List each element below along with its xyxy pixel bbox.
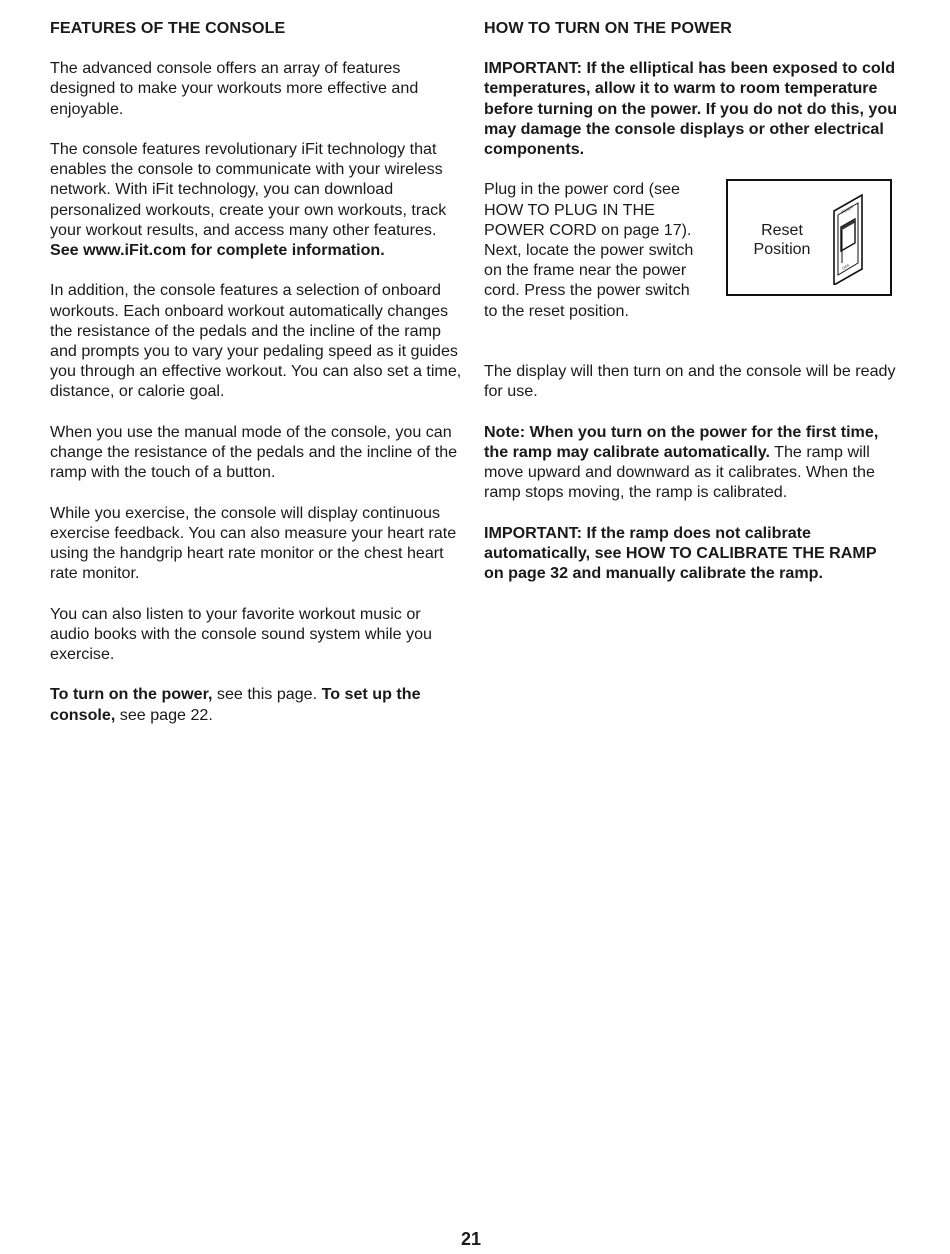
- important-calibrate-warning: [484, 523, 900, 584]
- important-calibrate-text: IMPORTANT: If the ramp does not calibrate automatically, see HOW TO CALIBRATE THE RAMP on page 32 and manually calibrate the ramp.: [484, 523, 877, 583]
- display-ready-paragraph: The display will then turn on and the console will be ready for use.: [484, 362, 896, 401]
- calibration-note-bold: Note: When you turn on the power for the first time, the ramp may calibrate automatically.: [484, 422, 879, 461]
- features-intro: The advanced console offers an array of features designed to make your workouts more effective and enjoyable.: [50, 59, 419, 118]
- setup-ref: To set up the console,: [50, 685, 421, 724]
- references-paragraph: [50, 684, 462, 724]
- ifit-link-text: See www.iFit.com for complete information.: [50, 241, 385, 260]
- power-heading: HOW TO TURN ON THE POWER: [484, 19, 732, 37]
- calibration-note: [484, 422, 900, 503]
- feedback-paragraph: While you exercise, the console will display continuous exercise feedback. You can also measure your heart rate using the handgrip heart rate monitor or the chest heart rate monitor.: [50, 503, 457, 583]
- switch-top-label: RESET: [840, 204, 855, 216]
- figure-label: Reset Position: [753, 222, 811, 259]
- switch-bottom-label: OFF: [841, 263, 851, 272]
- turn-on-ref: To turn on the power,: [50, 685, 213, 704]
- calibration-note-text: The ramp will move upward and downward as it calibrates. When the ramp stops moving, the ramp is calibrated.: [484, 442, 875, 502]
- onboard-workouts-paragraph: In addition, the console features a selection of onboard workouts. Each onboard workout automatically changes the resistance of the pedals and the incline of the ramp and prompts you to vary your pedaling speed as it guides you through an effective workout. You can also set a time, distance, or calorie goal.: [50, 281, 462, 401]
- plug-in-instructions: Plug in the power cord (see HOW TO PLUG IN THE POWER CORD on page 17). Next, locate the power switch on the frame near the power cord. Press the power switch to the reset position.: [484, 180, 694, 320]
- setup-ref-text: see page 22.: [115, 705, 213, 724]
- important-cold-text: IMPORTANT: If the elliptical has been exposed to cold temperatures, allow it to warm to room temperature before turning on the power. If you do not do this, you may damage the console displays or other electrical components.: [484, 59, 898, 159]
- manual-mode-paragraph: When you use the manual mode of the console, you can change the resistance of the pedals and the incline of the ramp with the touch of a button.: [50, 422, 458, 482]
- plug-in-section: [484, 179, 900, 341]
- left-column: [50, 18, 462, 745]
- features-heading: FEATURES OF THE CONSOLE: [50, 19, 286, 37]
- sound-system-paragraph: You can also listen to your favorite workout music or audio books with the console sound system while you exercise.: [50, 604, 432, 664]
- power-switch-icon: [828, 193, 868, 285]
- ifit-paragraph: [50, 139, 462, 260]
- right-column: [484, 18, 900, 604]
- reset-position-figure: [726, 179, 892, 296]
- important-cold-warning: [484, 58, 900, 159]
- page-number: 21: [460, 1229, 482, 1249]
- turn-on-ref-text: see this page.: [212, 685, 322, 704]
- ifit-text: The console features revolutionary iFit technology that enables the console to communicate with your wireless network. With iFit technology, you can download personalized workouts, create your own workouts, track your workout results, and access many other features.: [50, 140, 447, 239]
